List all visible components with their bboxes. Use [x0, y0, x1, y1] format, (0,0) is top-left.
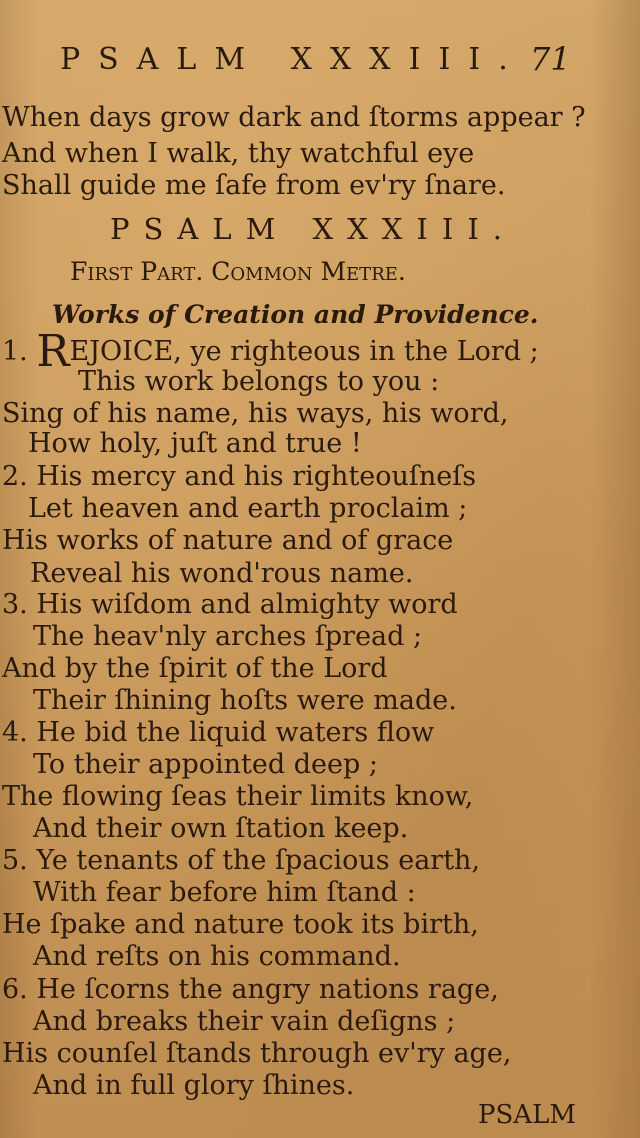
verse-line: And in full glory ſhines. [33, 1070, 355, 1101]
verse-line: 6. He ſcorns the angry nations rage, [2, 974, 499, 1005]
verse-line: How holy, juſt and true ! [28, 428, 362, 459]
psalm-title: PSALM XXXIII. [110, 212, 517, 246]
catchword: PSALM [478, 1100, 576, 1130]
verse-line: 4. He bid the liquid waters flow [2, 717, 435, 748]
verse-line: And breaks their vain deſigns ; [33, 1006, 456, 1037]
verse-line: He ſpake and nature took its birth, [2, 909, 479, 940]
verse-line: And by the ſpirit of the Lord [2, 653, 388, 684]
page-number: 71 [530, 40, 571, 78]
verse-line: His works of nature and of grace [2, 525, 454, 556]
verse-line: The flowing ſeas their limits know, [2, 781, 474, 812]
verse-line: And their own ſtation keep. [33, 813, 409, 844]
verse-line-1 [2, 326, 539, 377]
verse-line: Sing of his name, his ways, his word, [2, 398, 509, 429]
previous-line: Shall guide me ſafe from ev'ry ſnare. [2, 170, 506, 201]
verse-line: This work belongs to you : [78, 366, 440, 397]
verse-line: 5. Ye tenants of the ſpacious earth, [2, 845, 481, 876]
verse-text: EJOICE, ye righteous in the Lord ; [69, 336, 539, 367]
part-heading: First Part. Common Metre. [70, 257, 406, 286]
verse-line: Let heaven and earth proclaim ; [28, 493, 468, 524]
verse-line: His counſel ſtands through ev'ry age, [2, 1038, 512, 1069]
running-head: PSALM XXXIII. [60, 42, 526, 77]
previous-line: And when I walk, thy watchful eye [2, 138, 475, 169]
verse-number: 1. [2, 336, 28, 367]
previous-line: When days grow dark and ſtorms appear ? [2, 102, 586, 133]
drop-initial: R [36, 326, 70, 377]
verse-line: The heav'nly arches ſpread ; [33, 621, 423, 652]
verse-line: Their ſhining hoſts were made. [33, 685, 457, 716]
verse-line: 3. His wiſdom and almighty word [2, 589, 458, 620]
verse-line: With fear before him ſtand : [33, 877, 416, 908]
verse-line: To their appointed deep ; [33, 749, 378, 780]
psalm-subtitle: Works of Creation and Providence. [52, 300, 539, 329]
verse-line: And reſts on his command. [33, 941, 401, 972]
verse-line: Reveal his wond'rous name. [30, 558, 414, 589]
verse-line: 2. His mercy and his righteouſneſs [2, 461, 477, 492]
